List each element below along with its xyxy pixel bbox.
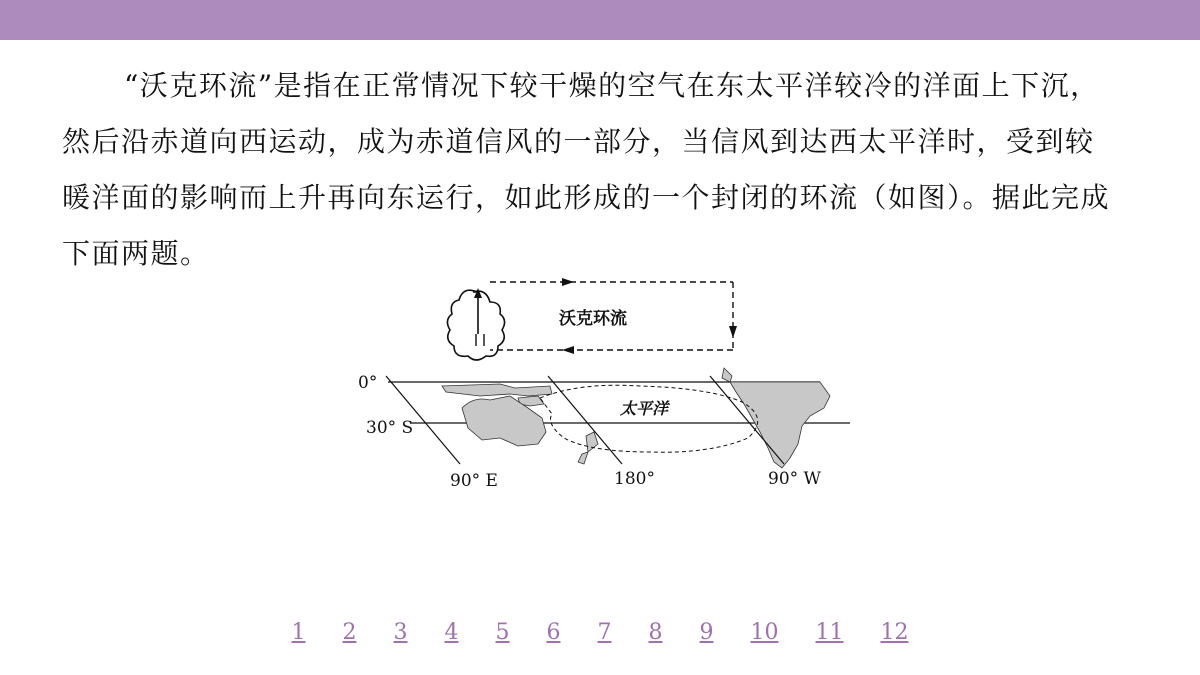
- down-arrow: [729, 326, 737, 338]
- page-link-11[interactable]: 11: [815, 620, 844, 645]
- page-link-2[interactable]: 2: [342, 620, 357, 645]
- lon-label-90e: 90° E: [450, 471, 498, 491]
- cloud-icon: [447, 290, 504, 360]
- pacific-dashed-outline: [540, 385, 758, 452]
- lon-label-180: 180°: [614, 469, 655, 489]
- figure-svg: [350, 268, 850, 498]
- walker-circulation-figure: [350, 268, 850, 498]
- west-arrow: [562, 346, 574, 354]
- page-link-12[interactable]: 12: [880, 620, 909, 645]
- indonesia-land: [442, 384, 552, 396]
- meridian-180: [548, 376, 622, 464]
- new-zealand-land: [578, 432, 598, 464]
- page-link-10[interactable]: 10: [750, 620, 779, 645]
- page-link-7[interactable]: 7: [597, 620, 612, 645]
- south-america-land: [730, 382, 830, 468]
- lat-label-30s: 30° S: [366, 418, 414, 438]
- page-link-5[interactable]: 5: [495, 620, 510, 645]
- page-link-9[interactable]: 9: [699, 620, 714, 645]
- central-america-land: [722, 368, 732, 382]
- lon-label-90w: 90° W: [768, 469, 822, 489]
- page-link-1[interactable]: 1: [291, 620, 306, 645]
- top-bar: [0, 0, 1200, 40]
- ocean-label: 太平洋: [620, 399, 669, 418]
- east-arrow: [562, 278, 574, 286]
- pagination: [0, 620, 1200, 656]
- question-passage: “沃克环流”是指在正常情况下较干燥的空气在东太平洋较冷的洋面上下沉，然后沿赤道向西运动，成为赤道信风的一部分，当信风到达西太平洋时，受到较暖洋面的影响而上升再向东运行，如此形成的一个封闭的环流（如图）。据此完成下面两题。: [62, 69, 1111, 270]
- page-link-6[interactable]: 6: [546, 620, 561, 645]
- circulation-label: 沃克环流: [559, 309, 627, 329]
- page-link-4[interactable]: 4: [444, 620, 459, 645]
- page-link-8[interactable]: 8: [648, 620, 663, 645]
- lat-label-equator: 0°: [358, 373, 378, 393]
- page-link-3[interactable]: 3: [393, 620, 408, 645]
